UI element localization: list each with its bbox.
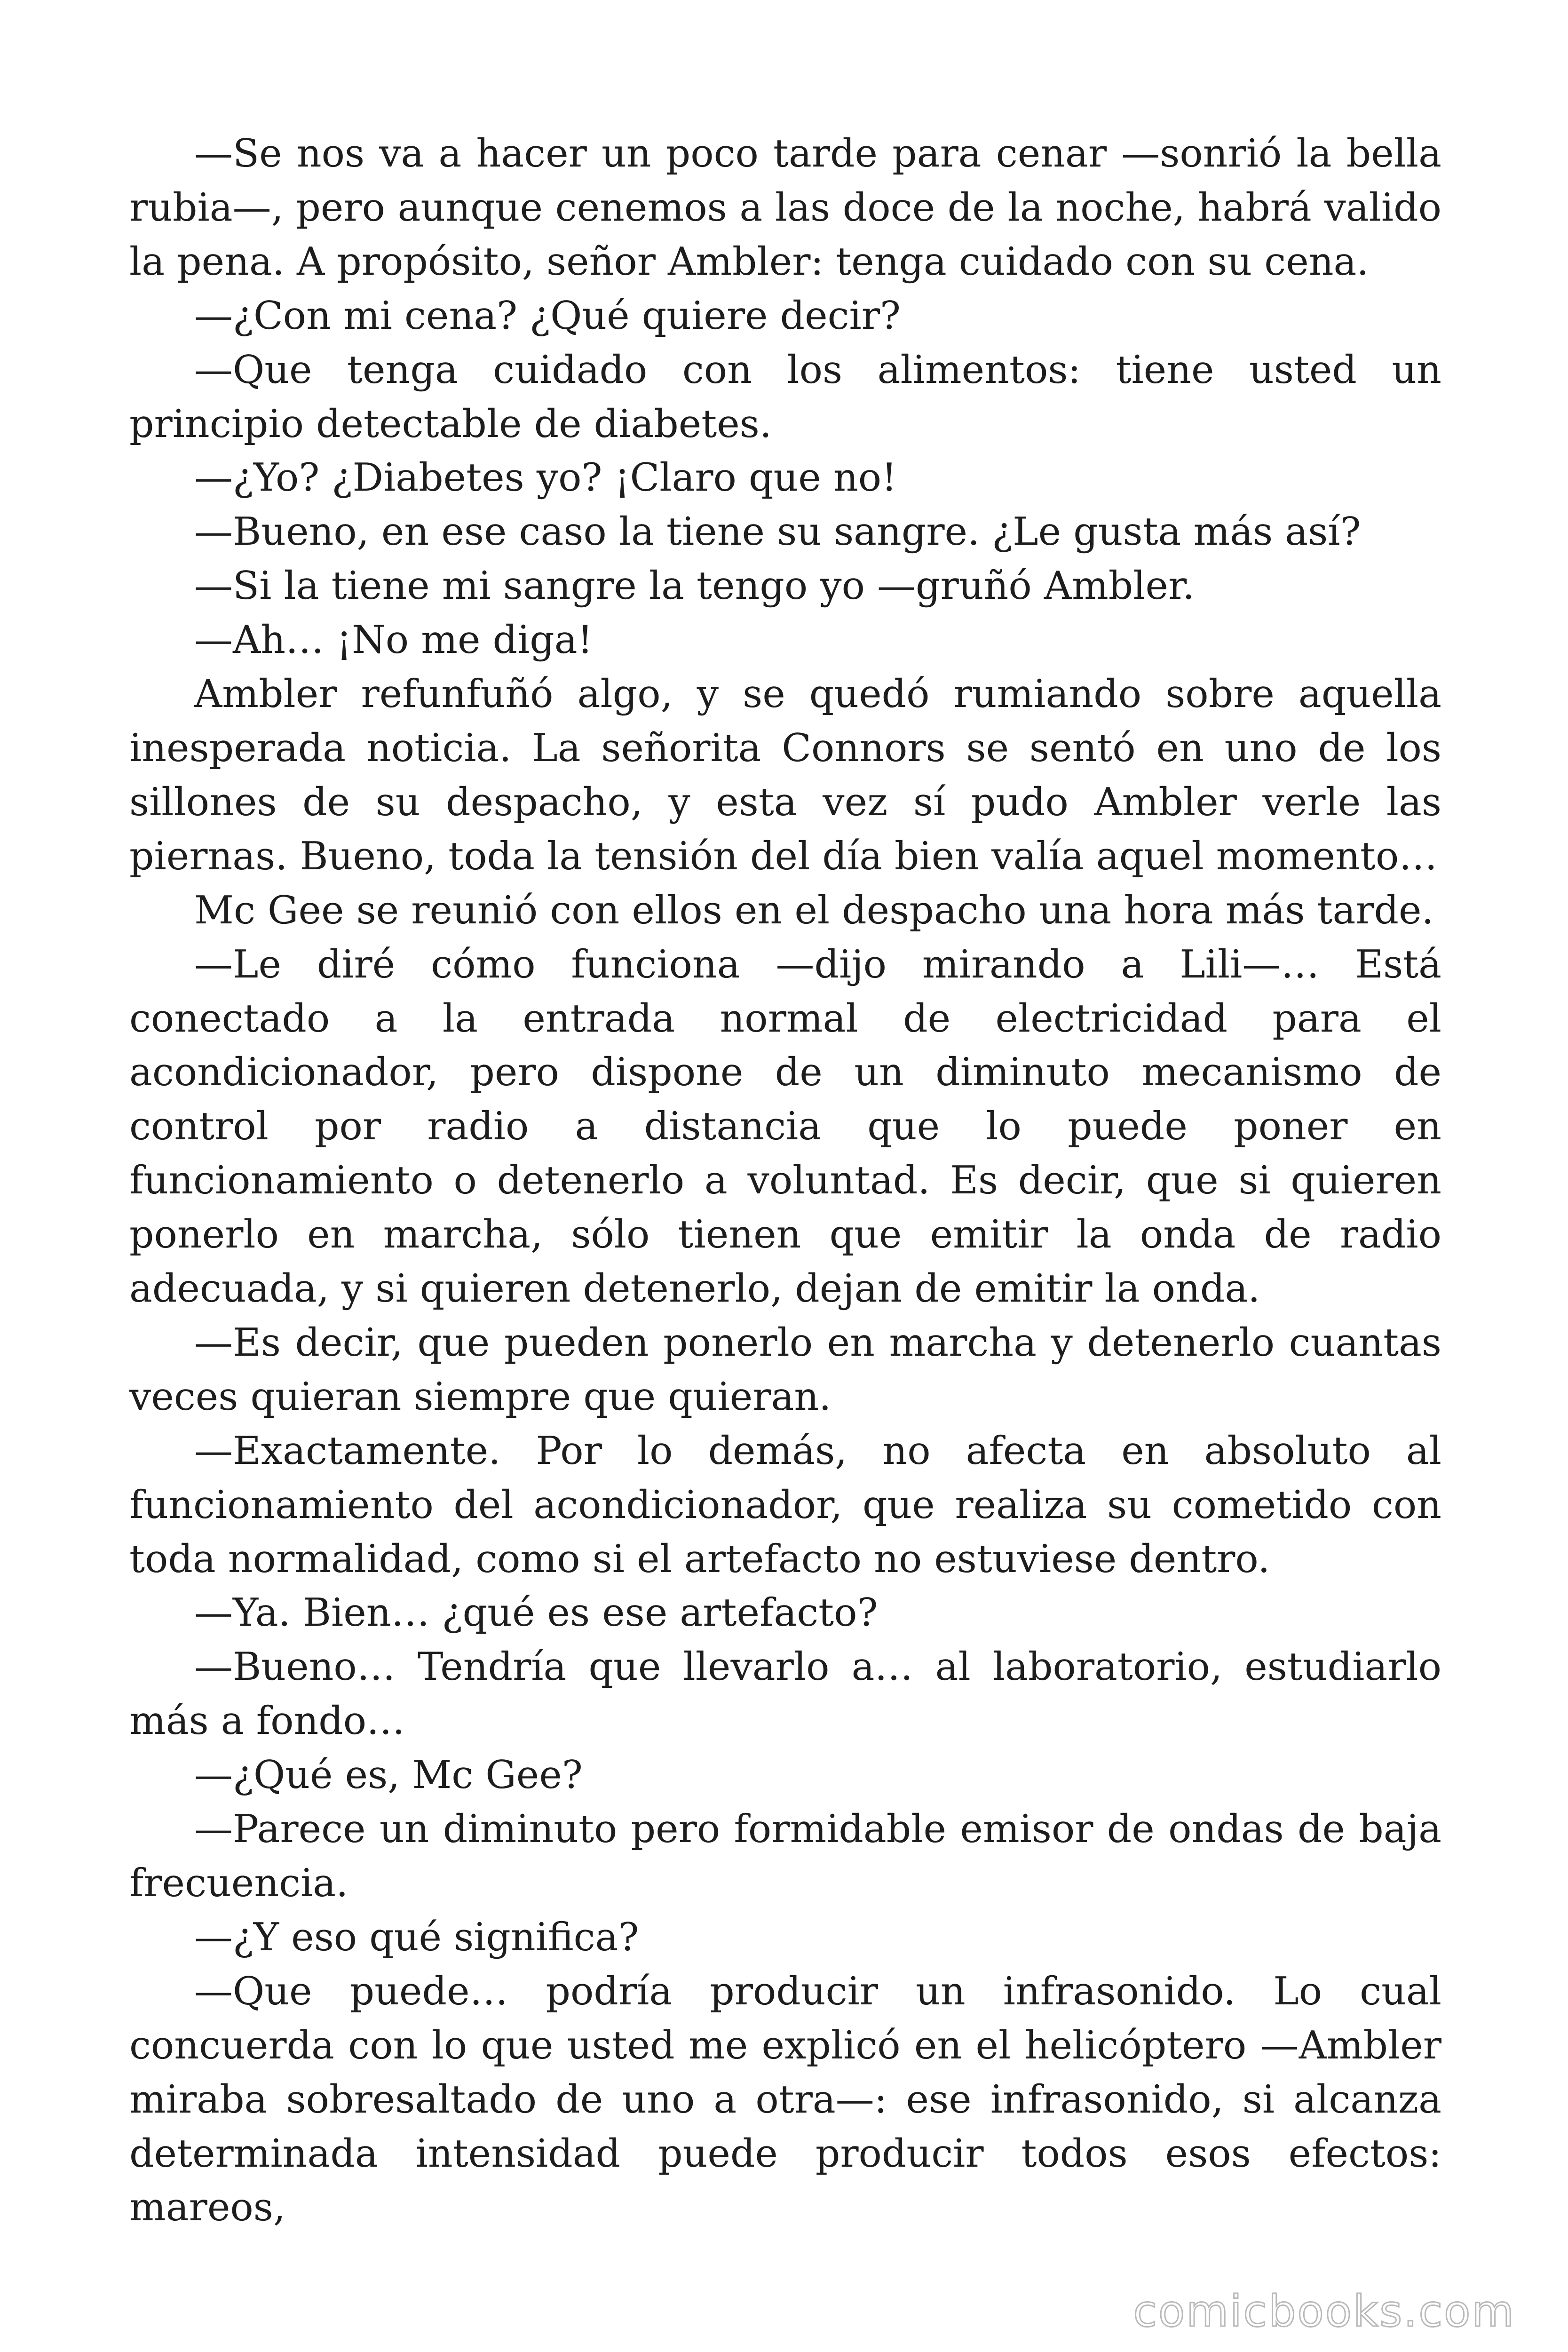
paragraph-3: —Que tenga cuidado con los alimentos: tiene usted un principio detectable de diabetes.	[129, 347, 1441, 446]
paragraph-12: —Exactamente. Por lo demás, no afecta en absoluto al funcionamiento del acondicionador, que realiza su cometido con toda normalidad, como si el artefacto no estuviese dentro.	[129, 1428, 1441, 1581]
paragraph-10: —Le diré cómo funciona —dijo mirando a Lili—… Está conectado a la entrada normal de electricidad para el acondicionador, pero dispone de un diminuto mecanismo de control por radio a distancia que lo puede poner en funcionamiento o detenerlo a voluntad. Es decir, que si quieren ponerlo en marcha, sólo tienen que emitir la onda de radio adecuada, y si quieren detenerlo, dejan de emitir la onda.	[129, 942, 1441, 1311]
paragraph-7: —Ah… ¡No me diga!	[194, 618, 593, 663]
paragraph-6: —Si la tiene mi sangre la tengo yo —gruñó Ambler.	[194, 564, 1195, 609]
paragraph-5: —Bueno, en ese caso la tiene su sangre. ¿Le gusta más así?	[194, 509, 1361, 555]
paragraph-13: —Ya. Bien… ¿qué es ese artefacto?	[194, 1590, 878, 1636]
paragraph-15: —¿Qué es, Mc Gee?	[194, 1753, 583, 1798]
paragraph-1: —Se nos va a hacer un poco tarde para cenar —sonrió la bella rubia—, pero aunque cenemos a las doce de la noche, habrá valido la pena. A propósito, señor Ambler: tenga cuidado con su cena.	[129, 131, 1441, 284]
body-text	[129, 127, 1441, 2235]
watermark: comicbooks.com	[1133, 2286, 1515, 2336]
paragraph-16: —Parece un diminuto pero formidable emisor de ondas de baja frecuencia.	[129, 1807, 1441, 1906]
paragraph-4: —¿Yo? ¿Diabetes yo? ¡Claro que no!	[194, 455, 897, 501]
paragraph-14: —Bueno… Tendría que llevarlo a… al laboratorio, estudiarlo más a fondo…	[129, 1645, 1441, 1744]
paragraph-8: Ambler refunfuñó algo, y se quedó rumiando sobre aquella inesperada noticia. La señorita Connors se sentó en uno de los sillones de su despacho, y esta vez sí pudo Ambler verle las piernas. Bueno, toda la tensión del día bien valía aquel momento…	[129, 672, 1441, 879]
paragraph-11: —Es decir, que pueden ponerlo en marcha y detenerlo cuantas veces quieran siempre que quieran.	[129, 1320, 1441, 1419]
paragraph-18: —Que puede… podría producir un infrasonido. Lo cual concuerda con lo que usted me explicó en el helicóptero —Ambler miraba sobresaltado de uno a otra—: ese infrasonido, si alcanza determinada intensidad puede producir todos esos efectos: mareos,	[129, 1969, 1441, 2230]
paragraph-9: Mc Gee se reunió con ellos en el despacho una hora más tarde.	[194, 888, 1434, 933]
paragraph-17: —¿Y eso qué significa?	[194, 1915, 639, 1960]
paragraph-2: —¿Con mi cena? ¿Qué quiere decir?	[194, 293, 901, 338]
